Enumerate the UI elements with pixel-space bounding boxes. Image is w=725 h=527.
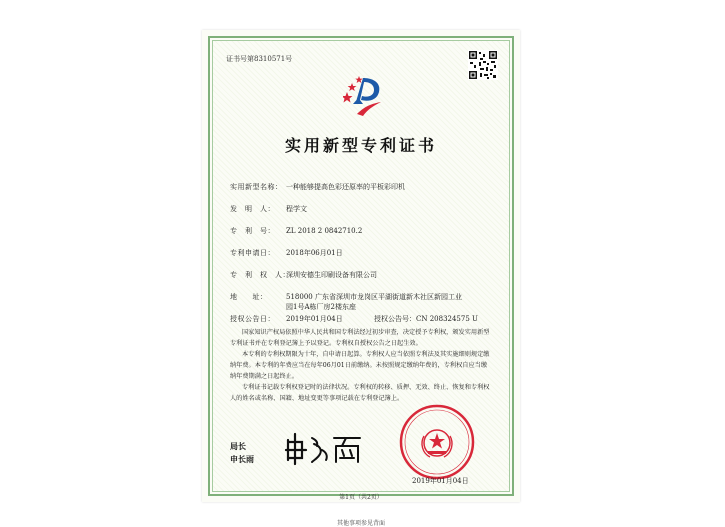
field-label: 发 明 人：: [230, 205, 275, 213]
field-value: 深圳安德生印刷设备有限公司: [286, 271, 377, 279]
field-label: 实用新型名称：: [230, 183, 283, 191]
body-paragraph: 本专利的专利权期限为十年，自申请日起算。专利权人应当依照专利法及其实施细则规定缴纳年费。本专利的年费应当在每年06月01日前缴纳。未按照规定缴纳年费的，专利权自应当缴纳年费期满之日起终止。: [230, 351, 490, 380]
official-seal-icon: [398, 403, 476, 481]
field-inventor: [230, 204, 307, 214]
field-label: 授权公告日：: [230, 315, 275, 323]
qr-code-icon: [468, 50, 498, 80]
cnipa-logo-icon: [343, 74, 383, 118]
field-application-date: [230, 248, 343, 258]
field-value: 2019年01月04日: [286, 315, 343, 323]
field-value: 2018年06月01日: [286, 249, 343, 257]
certificate-paper: [202, 30, 520, 527]
field-value: CN 208324575 U: [416, 315, 478, 323]
field-address-label: [230, 292, 286, 302]
field-value: 一种能够提高色彩还原率的平板彩印机: [286, 183, 405, 191]
certificate-number: 证书号第8310571号: [226, 55, 293, 63]
field-patent-number: [230, 226, 362, 236]
field-label: 地 址：: [230, 293, 268, 301]
field-patentee: [230, 270, 377, 280]
field-value: ZL 2018 2 0842710.2: [286, 227, 363, 235]
seal-date: 2019年01月04日: [412, 477, 469, 485]
field-label: 专利申请日：: [230, 249, 275, 257]
field-publication-number: [374, 314, 478, 324]
signature-icon: [284, 430, 364, 466]
body-paragraph: 专利证书记载专利权登记时的法律状况。专利权的转移、质押、无效、终止、恢复和专利权人的姓名或名称、国籍、地址变更等事项记载在专利登记簿上。: [230, 384, 490, 402]
field-address-line2: 园1号A栋厂房2楼东座: [286, 303, 356, 311]
field-label: 授权公告号：: [374, 315, 416, 323]
field-label: 专 利 号：: [230, 227, 275, 235]
field-utility-model-name: [230, 182, 405, 192]
page-number: 第1页（共2页）: [339, 494, 383, 501]
field-label: 专 利 权 人：: [230, 271, 290, 279]
director-title: 局长: [230, 442, 246, 451]
field-value: 程学文: [286, 205, 307, 213]
director-name: 申长雨: [230, 455, 254, 464]
field-grant-date: [230, 314, 343, 324]
certificate-body-text: [230, 327, 492, 404]
bottom-note: 其他事项参见背面: [336, 520, 385, 527]
field-address-line1: 518000 广东省深圳市龙岗区平湖街道新木社区新园工业: [286, 293, 462, 301]
body-paragraph: 国家知识产权局依照中华人民共和国专利法经过初步审查，决定授予专利权，颁发实用新型专利证书并在专利登记簿上予以登记。专利权自授权公告之日起生效。: [230, 329, 490, 347]
certificate-title: 实用新型专利证书: [284, 136, 437, 155]
